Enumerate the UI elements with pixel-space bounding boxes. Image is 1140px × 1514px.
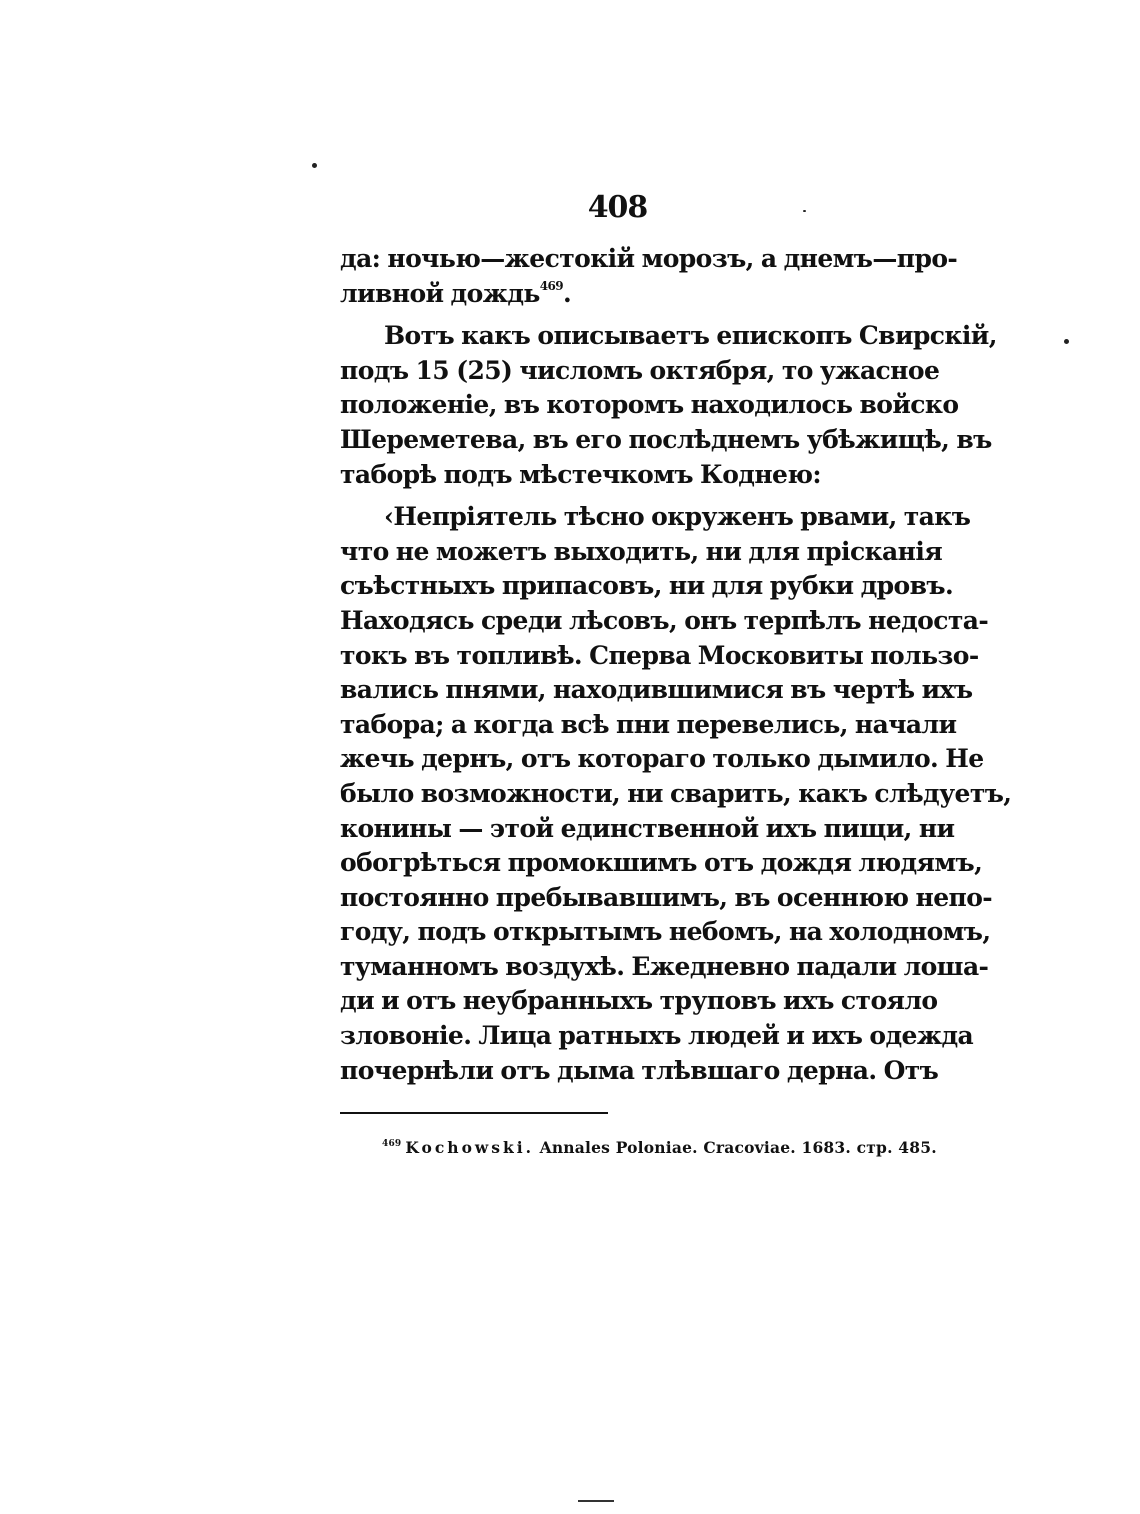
- scan-speck: [312, 163, 317, 168]
- text-line-12: токъ въ топливѣ. Сперва Московиты пользо-: [340, 640, 979, 670]
- text-line-15: жечь дернъ, отъ котораго только дымило. Не: [340, 744, 984, 774]
- text-line-5: положеніе, въ которомъ находилось войско: [340, 390, 959, 420]
- text-line-14: табора; а когда всѣ пни перевелись, начали: [340, 709, 957, 739]
- text-line-8: ‹Непріятель тѣсно окруженъ рвами, такъ: [384, 502, 971, 532]
- text-line-10: съѣстныхъ припасовъ, ни для рубки дровъ.: [340, 571, 954, 601]
- text-line-16: было возможности, ни сварить, какъ слѣдуетъ,: [340, 778, 1012, 808]
- text-line-2: ливной дождь$^{469}$.: [340, 278, 572, 308]
- text-line-19: постоянно пребывавшимъ, въ осеннюю непо-: [340, 882, 993, 912]
- text-line-1: да: ночью—жестокій морозъ, а днемъ—про-: [340, 244, 958, 273]
- scan-mark: [578, 1500, 614, 1502]
- text-line-20: году, подъ открытымъ небомъ, на холодномъ,: [340, 917, 991, 947]
- text-line-4: подъ 15 (25) числомъ октября, то ужасное: [340, 355, 940, 385]
- text-line-24: почернѣли отъ дыма тлѣвшаго дерна. Отъ: [340, 1055, 939, 1085]
- text-line-22: ди и отъ неубранныхъ труповъ ихъ стояло: [340, 986, 938, 1016]
- footnote-reference[interactable]: 469: [539, 278, 564, 293]
- text-line-11: Находясь среди лѣсовъ, онъ терпѣлъ недоста-: [340, 605, 989, 635]
- text-line-3: Вотъ какъ описываетъ епископъ Свирскій,: [384, 321, 997, 351]
- text-line-18: обогрѣться промокшимъ отъ дождя людямъ,: [340, 848, 983, 878]
- text-line-23: зловоніе. Лица ратныхъ людей и ихъ одежда: [340, 1021, 974, 1051]
- scan-speck: [1064, 339, 1069, 344]
- footnote-divider: [340, 1112, 608, 1114]
- text-line-6: Шереметева, въ его послѣднемъ убѣжищѣ, въ: [340, 424, 992, 454]
- page-number: 408: [587, 190, 648, 225]
- text-line-7: таборѣ подъ мѣстечкомъ Коднею:: [340, 459, 822, 489]
- scan-speck: [803, 210, 806, 212]
- footnote: [382, 1138, 942, 1157]
- main-text: [340, 242, 1012, 1088]
- text-line-21: туманномъ воздухѣ. Ежедневно падали лоша-: [340, 951, 989, 981]
- footnote-author: Kochowski.: [405, 1138, 534, 1157]
- footnote-citation: Annales Poloniae. Cracoviae. 1683. стр. 485.: [539, 1138, 937, 1157]
- text-line-9: что не можетъ выходить, ни для прісканія: [340, 536, 943, 566]
- text-line-13: вались пнями, находившимися въ чертѣ ихъ: [340, 675, 973, 705]
- text-line-17: конины — этой единственной ихъ пищи, ни: [340, 813, 955, 843]
- footnote-number: 469: [382, 1139, 402, 1149]
